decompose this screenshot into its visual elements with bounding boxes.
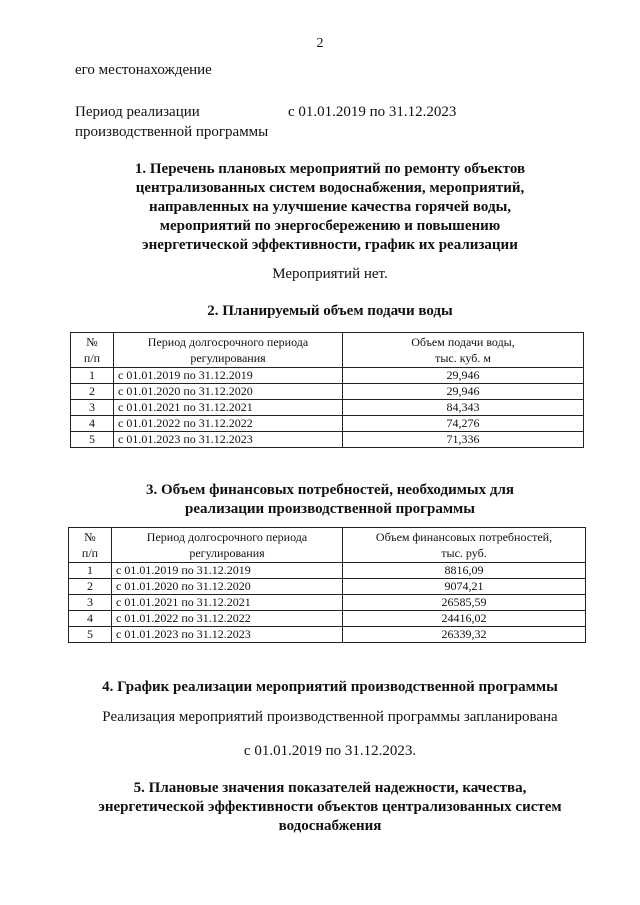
financial-needs-table [68, 527, 586, 643]
row-period: с 01.01.2022 по 31.12.2022 [114, 416, 343, 432]
row-value: 26339,32 [343, 627, 586, 643]
row-num: 5 [69, 627, 112, 643]
table-header-row [69, 528, 586, 563]
section2-title: 2. Планируемый объем подачи воды [207, 303, 453, 319]
row-period: с 01.01.2021 по 31.12.2021 [114, 400, 343, 416]
row-num: 1 [69, 563, 112, 579]
row-num: 2 [71, 384, 114, 400]
page-number: 2 [316, 36, 324, 51]
row-value: 74,276 [343, 416, 584, 432]
section1-title-line: энергетической эффективности, график их реализации [142, 237, 518, 253]
period-header: Период долгосрочного периода регулирования [114, 333, 343, 368]
row-value: 84,343 [343, 400, 584, 416]
row-value: 29,946 [343, 384, 584, 400]
section5-title [60, 779, 600, 836]
table-header-row [71, 333, 584, 368]
num-header: № п/п [69, 528, 112, 563]
row-period: с 01.01.2023 по 31.12.2023 [114, 432, 343, 448]
section1-title-line: направленных на улучшение качества горячей воды, [148, 199, 512, 215]
period-label-line-1: Период реализации [75, 104, 200, 120]
row-period: с 01.01.2020 по 31.12.2020 [114, 384, 343, 400]
num-header: № п/п [71, 333, 114, 368]
row-period: с 01.01.2019 по 31.12.2019 [112, 563, 343, 579]
period-header: Период долгосрочного периода регулирования [112, 528, 343, 563]
section1-title-line: централизованных систем водоснабжения, мероприятий, [135, 180, 525, 196]
section1-text: Мероприятий нет. [272, 266, 388, 282]
table-row [69, 579, 586, 595]
row-num: 4 [69, 611, 112, 627]
value-header: Объем финансовых потребностей, тыс. руб. [343, 528, 586, 563]
section5-title-line: 5. Плановые значения показателей надежности, качества, [133, 780, 527, 796]
row-num: 3 [71, 400, 114, 416]
section5-title-line: водоснабжения [278, 818, 382, 834]
table-row [71, 384, 584, 400]
table-row [69, 611, 586, 627]
row-value: 29,946 [343, 368, 584, 384]
row-value: 71,336 [343, 432, 584, 448]
table-row [69, 563, 586, 579]
row-num: 2 [69, 579, 112, 595]
section4-title: 4. График реализации мероприятий производственной программы [102, 679, 558, 695]
row-value: 8816,09 [343, 563, 586, 579]
row-value: 24416,02 [343, 611, 586, 627]
location-tail: его местонахождение [75, 62, 212, 78]
row-num: 3 [69, 595, 112, 611]
row-period: с 01.01.2020 по 31.12.2020 [112, 579, 343, 595]
row-value: 9074,21 [343, 579, 586, 595]
period-label-line-2: производственной программы [75, 124, 269, 140]
row-period: с 01.01.2023 по 31.12.2023 [112, 627, 343, 643]
row-period: с 01.01.2019 по 31.12.2019 [114, 368, 343, 384]
table-row [69, 595, 586, 611]
table-row [71, 400, 584, 416]
row-period: с 01.01.2022 по 31.12.2022 [112, 611, 343, 627]
section4-text-line-1: Реализация мероприятий производственной программы запланирована [102, 709, 558, 725]
row-num: 4 [71, 416, 114, 432]
section3-title-line: реализации производственной программы [185, 501, 475, 517]
section3-title [60, 481, 600, 519]
section5-title-line: энергетической эффективности объектов централизованных систем [98, 799, 562, 815]
table-row [69, 627, 586, 643]
row-period: с 01.01.2021 по 31.12.2021 [112, 595, 343, 611]
table-row [71, 432, 584, 448]
section1-title-line: 1. Перечень плановых мероприятий по ремонту объектов [134, 161, 526, 177]
section3-title-line: 3. Объем финансовых потребностей, необходимых для [145, 482, 515, 498]
row-num: 5 [71, 432, 114, 448]
row-value: 26585,59 [343, 595, 586, 611]
table-row [71, 416, 584, 432]
row-num: 1 [71, 368, 114, 384]
value-header: Объем подачи воды, тыс. куб. м [343, 333, 584, 368]
section4-text-line-2: с 01.01.2019 по 31.12.2023. [243, 743, 417, 759]
section1-title-line: мероприятий по энергосбережению и повышению [159, 218, 501, 234]
section1-title [60, 160, 600, 255]
period-value: с 01.01.2019 по 31.12.2023 [288, 104, 457, 120]
table-row [71, 368, 584, 384]
water-supply-table [70, 332, 584, 448]
